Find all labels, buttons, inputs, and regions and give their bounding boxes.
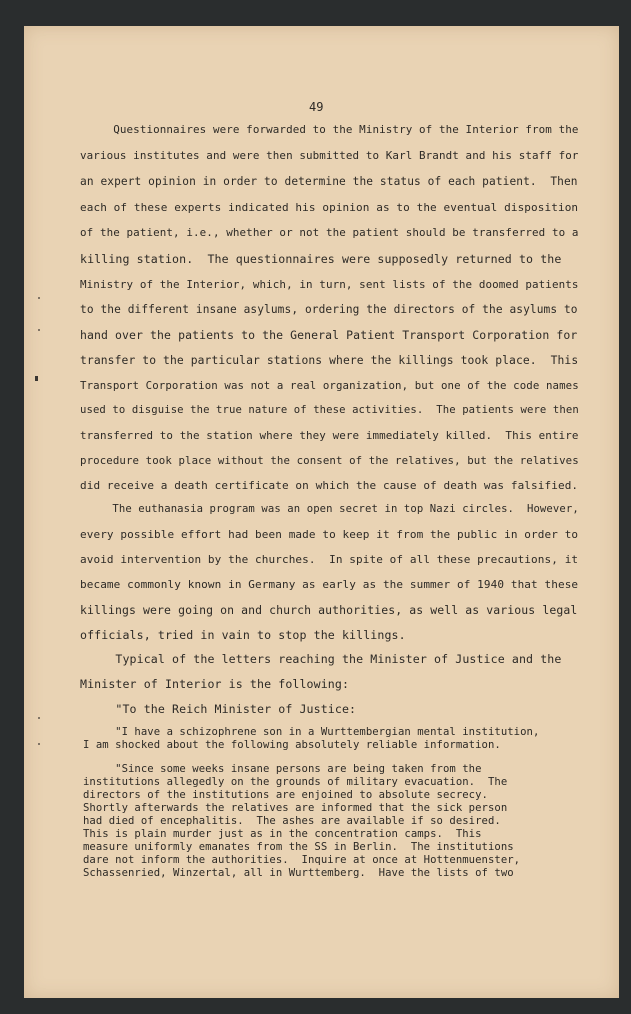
margin-ink-mark — [38, 297, 40, 299]
body-text-line: Questionnaires were forwarded to the Ministry of the Interior from the — [80, 123, 579, 136]
body-text-line: became commonly known in Germany as early as the summer of 1940 that these — [80, 578, 579, 591]
body-text-line: an expert opinion in order to determine the status of each patient. Then — [80, 175, 578, 188]
margin-ink-mark — [38, 743, 40, 745]
body-text-line: avoid intervention by the churches. In spite of all these precautions, it — [80, 553, 579, 566]
body-text-line: each of these experts indicated his opinion as to the eventual disposition — [80, 201, 579, 214]
quote-text-line: dare not inform the authorities. Inquire at once at Hottenmuenster, — [83, 854, 521, 866]
body-text-line: used to disguise the true nature of these activities. The patients were then — [80, 404, 579, 416]
quote-text-line: "I have a schizophrene son in a Wurttembergian mental institution, — [83, 726, 540, 738]
page-number: 49 — [309, 100, 324, 114]
body-text-line: The euthanasia program was an open secret in top Nazi circles. However, — [80, 503, 579, 515]
quote-text-line: measure uniformly emanates from the SS in Berlin. The institutions — [83, 841, 514, 853]
margin-ink-mark — [38, 329, 40, 331]
quote-text-line: This is plain murder just as in the concentration camps. This — [83, 828, 482, 840]
body-text-line: killings were going on and church authorities, as well as various legal — [80, 603, 578, 617]
body-text-line: transferred to the station where they were immediately killed. This entire — [80, 429, 579, 442]
quote-text-line: institutions allegedly on the grounds of military evacuation. The — [83, 776, 508, 788]
body-text-line: of the patient, i.e., whether or not the patient should be transferred to a — [80, 226, 579, 239]
body-text-line: Typical of the letters reaching the Minister of Justice and the — [80, 652, 562, 666]
body-text-line: killing station. The questionnaires were supposedly returned to the — [80, 252, 562, 266]
quote-text-line: Schassenried, Winzertal, all in Wurttemberg. Have the lists of two — [83, 867, 514, 879]
body-text-line: hand over the patients to the General Patient Transport Corporation for — [80, 328, 578, 342]
margin-ink-mark — [38, 717, 40, 719]
body-text-line: every possible effort had been made to keep it from the public in order to — [80, 528, 579, 541]
quote-text-line: directors of the institutions are enjoined to absolute secrecy. — [83, 789, 488, 801]
body-text-line: Transport Corporation was not a real organization, but one of the code names — [80, 379, 579, 392]
body-text-line: to the different insane asylums, ordering the directors of the asylums to — [80, 303, 578, 316]
quote-text-line: I am shocked about the following absolutely reliable information. — [83, 739, 501, 751]
quote-text-line: had died of encephalitis. The ashes are available if so desired. — [83, 815, 501, 827]
quote-text-line: "Since some weeks insane persons are being taken from the — [83, 763, 482, 775]
letter-salutation: "To the Reich Minister of Justice: — [80, 702, 357, 716]
quote-text-line: Shortly afterwards the relatives are informed that the sick person — [83, 802, 508, 814]
body-text-line: various institutes and were then submitted to Karl Brandt and his staff for — [80, 149, 579, 162]
body-text-line: Ministry of the Interior, which, in turn, sent lists of the doomed patients — [80, 278, 579, 291]
body-text-line: Minister of Interior is the following: — [80, 677, 350, 691]
margin-ink-mark — [35, 376, 38, 381]
body-text-line: procedure took place without the consent of the relatives, but the relatives — [80, 454, 579, 467]
body-text-line: did receive a death certificate on which the cause of death was falsified. — [80, 479, 579, 492]
body-text-line: transfer to the particular stations where the killings took place. This — [80, 353, 579, 367]
body-text-line: officials, tried in vain to stop the killings. — [80, 628, 406, 642]
